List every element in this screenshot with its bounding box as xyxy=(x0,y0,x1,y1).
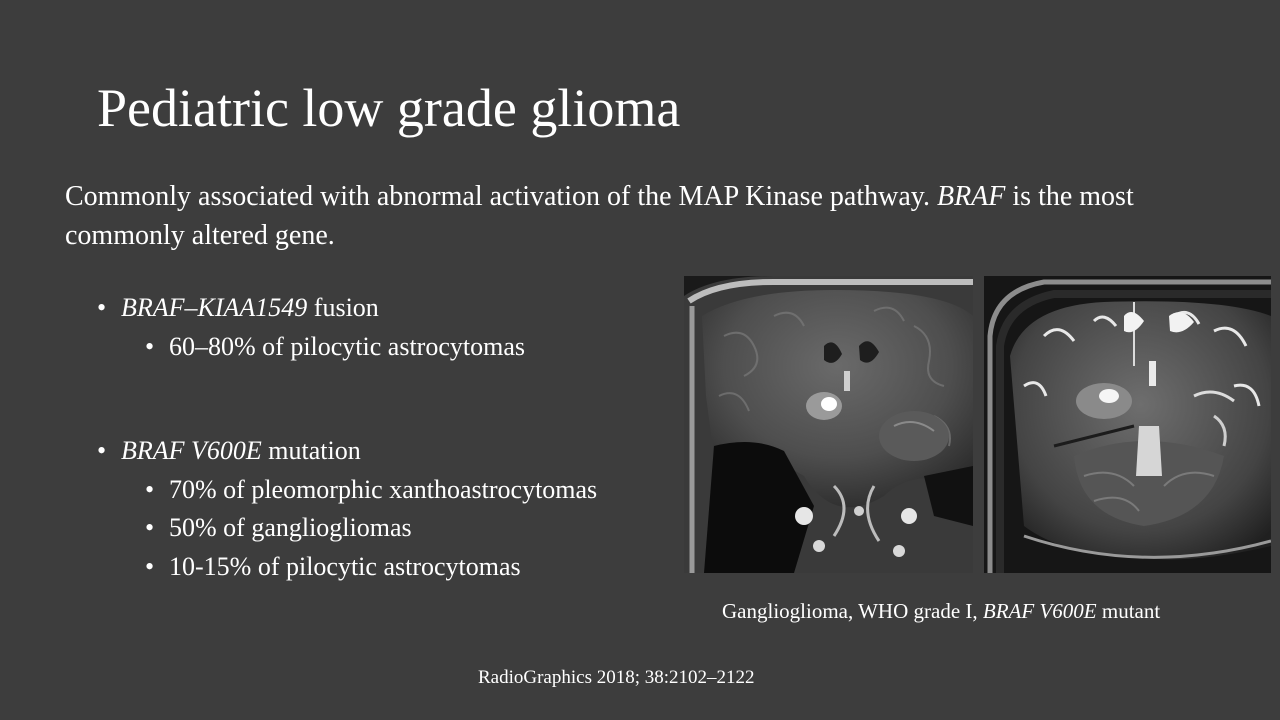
subbullet-text: 10-15% of pilocytic astrocytomas xyxy=(169,552,521,581)
subbullet xyxy=(145,472,597,508)
bullet-dot: • xyxy=(145,513,155,542)
bullet-gene: BRAF–KIAA1549 xyxy=(121,293,308,322)
caption-text-after: mutant xyxy=(1096,599,1161,623)
bullet-dot: • xyxy=(145,332,155,361)
bullet-gene: BRAF V600E xyxy=(121,436,262,465)
intro-text-after: is the most commonly altered gene. xyxy=(65,181,1134,251)
bullet-braf-kiaa1549-fusion xyxy=(97,290,379,326)
subbullet-text: 50% of gangliogliomas xyxy=(169,513,412,542)
bullet-text: fusion xyxy=(307,293,379,322)
subbullet xyxy=(145,549,521,585)
image-caption xyxy=(722,597,1160,625)
subbullet xyxy=(145,510,412,546)
intro-gene: BRAF xyxy=(936,181,1006,212)
intro-paragraph xyxy=(65,177,1225,255)
mri-coronal-t1-postcontrast-image xyxy=(684,276,973,573)
intro-text-before: Commonly associated with abnormal activation of the MAP Kinase pathway. xyxy=(65,181,937,212)
caption-text-before: Ganglioglioma, WHO grade I, xyxy=(722,599,983,623)
slide-title: Pediatric low grade glioma xyxy=(97,78,681,138)
subbullet-text: 60–80% of pilocytic astrocytomas xyxy=(169,332,525,361)
subbullet-text: 70% of pleomorphic xanthoastrocytomas xyxy=(169,475,598,504)
bullet-dot: • xyxy=(97,436,107,465)
bullet-dot: • xyxy=(145,475,155,504)
caption-gene: BRAF V600E xyxy=(982,599,1097,623)
mri-coronal-t2-image xyxy=(984,276,1271,573)
bullet-text: mutation xyxy=(261,436,361,465)
bullet-dot: • xyxy=(145,552,155,581)
bullet-braf-v600e-mutation xyxy=(97,433,361,469)
citation: RadioGraphics 2018; 38:2102–2122 xyxy=(478,667,755,688)
subbullet xyxy=(145,329,525,365)
bullet-dot: • xyxy=(97,293,107,322)
